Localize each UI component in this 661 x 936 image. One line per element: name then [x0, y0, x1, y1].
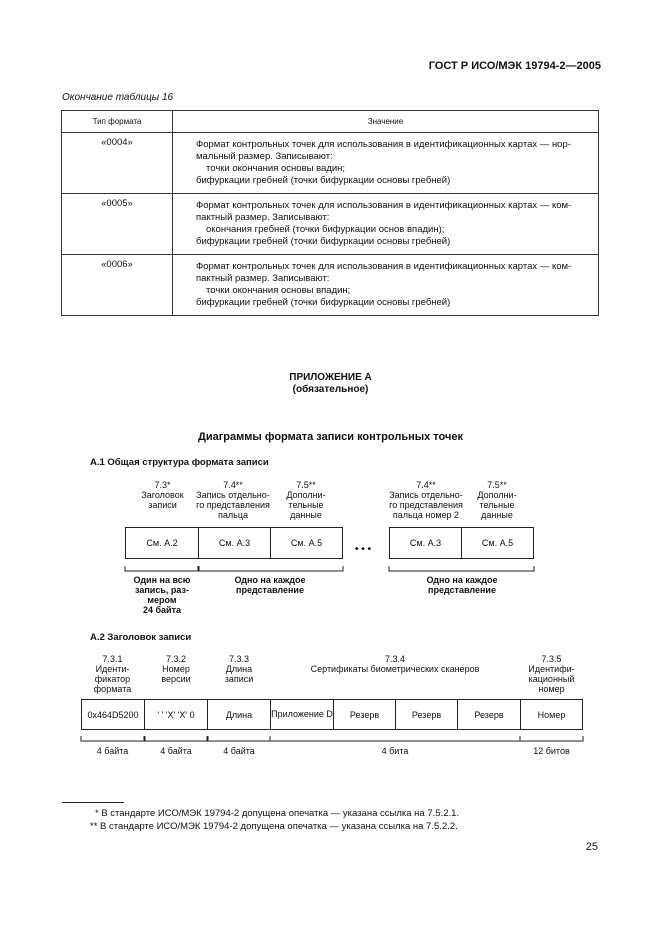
footnote-1: * В стандарте ИСО/МЭК 19794-2 допущена опечатка — указана ссылка на 7.5.2.1. — [95, 808, 460, 819]
bracket — [125, 566, 199, 571]
bracket — [81, 736, 144, 741]
a2-size: 4 байта — [223, 746, 255, 756]
bracket — [198, 566, 343, 571]
a1-bottom-text: Один на всю — [133, 575, 191, 585]
value-line: пактный размер. Записывают: — [196, 273, 330, 284]
a1-col-text: Запись отдельно- — [389, 490, 463, 500]
a1-col-text: Дополни- — [286, 490, 326, 500]
bracket — [270, 736, 520, 741]
format-code: «0004» — [62, 133, 173, 194]
a2-size: 12 битов — [533, 746, 570, 756]
a2-box-reserve: Резерв — [333, 699, 396, 730]
a2-col-num: 7.3.2 — [165, 654, 187, 664]
a1-col-text: Запись отдельно- — [196, 490, 270, 500]
standard-header: ГОСТ Р ИСО/МЭК 19794-2—2005 — [428, 60, 601, 72]
a2-size: 4 байта — [96, 746, 129, 756]
page-number: 25 — [585, 841, 598, 853]
footnote-2: ** В стандарте ИСО/МЭК 19794-2 допущена опечатка — указана ссылка на 7.5.2.2. — [90, 821, 458, 832]
a1-col-text: тельные — [479, 500, 515, 510]
a1-col-num: 7.3* — [154, 480, 171, 490]
a1-col-text: записи — [148, 500, 177, 510]
value-line: Формат контрольных точек для использования в идентификационных картах — ком- — [196, 200, 572, 211]
a2-col-num: 7.3.3 — [228, 654, 250, 664]
a1-box-header: См. А.2 — [125, 527, 199, 559]
value-line: Формат контрольных точек для использования в идентификационных картах — нор- — [196, 139, 571, 150]
a1-box-finger-2: См. А.3 — [389, 527, 462, 559]
a1-box-extra-2: См. А.5 — [461, 527, 534, 559]
a2-box-appendix-d: Приложение D — [270, 699, 334, 730]
value-line: бифуркации гребней (точки бифуркации основы гребней) — [196, 236, 451, 247]
col-value-header: Значение — [173, 111, 599, 133]
a1-bottom-text: Одно на каждое — [426, 575, 498, 585]
a2-col-label — [145, 654, 207, 684]
a1-col-num: 7.5** — [296, 480, 316, 490]
value-line: Формат контрольных точек для использования в идентификационных картах — ком- — [196, 261, 572, 272]
a2-col-text: номер — [538, 684, 565, 694]
a1-bottom-text: мером — [147, 595, 177, 605]
a2-box-reserve: Резерв — [395, 699, 458, 730]
table-caption: Окончание таблицы 16 — [62, 92, 174, 103]
value-line: бифуркации гребней (точки бифуркации основы гребней) — [196, 175, 451, 186]
a1-col-text: Дополни- — [477, 490, 517, 500]
value-line: бифуркации гребней (точки бифуркации основы гребней) — [196, 297, 451, 308]
a2-box-number: Номер — [520, 699, 583, 730]
a1-col-text: пальца номер 2 — [392, 510, 460, 520]
a1-bottom-text: запись, раз- — [135, 585, 189, 595]
a2-col-text: фикатор — [94, 674, 131, 684]
format-code: «0006» — [62, 255, 173, 316]
a1-col-text: го представления — [196, 500, 270, 510]
section-a1-heading: А.1 Общая структура формата записи — [90, 457, 269, 468]
a2-col-num: 7.3.4 — [384, 654, 406, 664]
a1-col-text: тельные — [288, 500, 324, 510]
bracket — [520, 736, 583, 741]
a2-col-text: кационный — [528, 674, 575, 684]
a1-bottom-header — [118, 575, 206, 615]
a2-size: 4 байта — [160, 746, 192, 756]
footnote-divider — [62, 802, 124, 803]
a2-col-text: версии — [161, 674, 191, 684]
diagram-title: Диаграммы формата записи контрольных точек — [197, 431, 464, 443]
a1-bottom-text: представление — [236, 585, 304, 595]
a2-col-text: Длина — [225, 664, 253, 674]
value-line: мальный размер. Записывают: — [196, 151, 333, 162]
a2-col-text: Номер — [162, 664, 190, 674]
a1-dots: • • • — [355, 544, 372, 555]
a1-bottom-text: Одно на каждое — [234, 575, 306, 585]
a2-id-label — [520, 654, 583, 694]
appendix-subtitle: (обязательное) — [292, 384, 369, 395]
a2-col-label — [208, 654, 270, 684]
a1-col-text: Заголовок — [141, 490, 184, 500]
a2-size: 4 бита — [381, 746, 409, 756]
a1-col-text: данные — [481, 510, 513, 520]
a1-box-finger: См. А.3 — [198, 527, 271, 559]
bracket — [145, 736, 207, 741]
a1-col-text: го представления — [389, 500, 463, 510]
a2-cert-label — [270, 654, 520, 674]
a2-col-num: 7.3.1 — [102, 654, 123, 664]
a2-box-format-id: 0x464D5200 — [81, 699, 145, 730]
a2-box-reserve: Резерв — [457, 699, 521, 730]
section-a2-heading: А.2 Заголовок записи — [90, 632, 192, 643]
a2-box-length: Длина — [207, 699, 271, 730]
a1-bottom-text: представление — [428, 585, 496, 595]
col-format-header: Тип формата — [62, 111, 173, 133]
bracket — [389, 566, 534, 571]
a1-bottom-repr-2 — [397, 575, 527, 595]
value-line: окончания гребней (точки бифуркации основ впадин); — [206, 224, 445, 235]
a1-bottom-repr — [205, 575, 335, 595]
appendix-title: ПРИЛОЖЕНИЕ А — [289, 372, 372, 383]
a2-col-text: формата — [93, 684, 132, 694]
value-line: точки окончания основы впадин; — [206, 285, 351, 296]
a2-col-text: Иденти- — [95, 664, 130, 674]
a2-col-text: Идентифи- — [528, 664, 575, 674]
a2-col-text: записи — [224, 674, 254, 684]
a1-col-text: пальца — [218, 510, 248, 520]
bracket — [208, 736, 270, 741]
value-line: точки окончания основы вадин; — [206, 163, 346, 174]
a2-col-label — [81, 654, 144, 694]
a2-col-num: 7.3.5 — [541, 654, 562, 664]
value-line: пактный размер. Записывают: — [196, 212, 330, 223]
a1-bottom-text: 24 байта — [142, 605, 182, 615]
a1-col-num: 7.5** — [487, 480, 507, 490]
a1-col-num: 7.4** — [223, 480, 243, 490]
format-code: «0005» — [62, 194, 173, 255]
a2-col-text: Сертификаты биометрических сканеров — [310, 664, 480, 674]
a1-col-text: данные — [290, 510, 322, 520]
a2-box-version: ' ' 'X' 'X' 0 — [144, 699, 208, 730]
a1-col-num: 7.4** — [416, 480, 436, 490]
a1-box-extra: См. А.5 — [270, 527, 343, 559]
